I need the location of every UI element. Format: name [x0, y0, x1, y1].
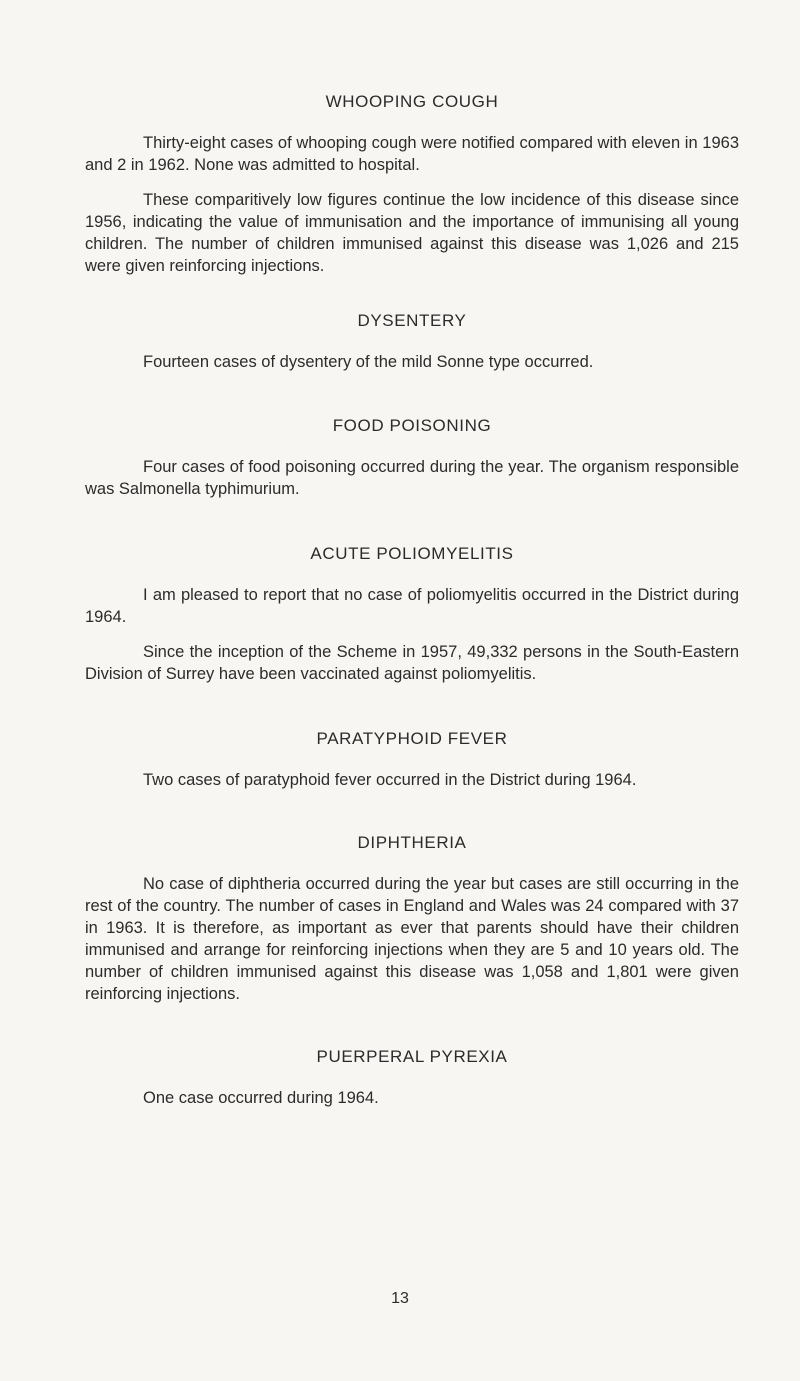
paragraph: One case occurred during 1964. — [143, 1089, 379, 1107]
section-heading: FOOD POISONING — [332, 416, 492, 435]
section-paratyphoid-fever — [85, 729, 739, 791]
paragraph: No case of diphtheria occurred during the year but cases are still occurring in the rest of the country. The number of cases in England and Wales was 24 compared with 37 in 1963. It is therefore, as important as ever that parents should have their children immunised and arrange for reinforcing injections when they are 5 and 10 years old. The number of children immunised against this disease was 1,058 and 1,801 were given reinforcing injections. — [85, 875, 739, 1003]
paragraph: Thirty-eight cases of whooping cough were notified compared with eleven in 1963 and 2 in 1962. None was admitted to hospital. — [85, 134, 739, 174]
section-heading: ACUTE POLIOMYELITIS — [310, 544, 514, 563]
section-whooping-cough — [85, 92, 739, 277]
paragraph: Fourteen cases of dysentery of the mild Sonne type occurred. — [143, 353, 594, 371]
section-heading: DIPHTHERIA — [357, 833, 467, 852]
section-heading: PARATYPHOID FEVER — [316, 729, 508, 748]
paragraph: Four cases of food poisoning occurred during the year. The organism responsible was Salmonella typhimurium. — [85, 458, 739, 498]
section-diphtheria — [85, 833, 739, 1005]
section-heading: WHOOPING COUGH — [325, 92, 499, 111]
section-acute-poliomyelitis — [85, 544, 739, 685]
paragraph: I am pleased to report that no case of poliomyelitis occurred in the District during 1964. — [85, 586, 739, 626]
document-page — [85, 92, 739, 1122]
section-heading: PUERPERAL PYREXIA — [316, 1047, 508, 1066]
section-puerperal-pyrexia — [85, 1047, 739, 1109]
section-dysentery — [85, 311, 739, 373]
paragraph: Since the inception of the Scheme in 1957, 49,332 persons in the South-Eastern Division of Surrey have been vaccinated against poliomyelitis. — [85, 643, 739, 683]
paragraph: These comparitively low figures continue the low incidence of this disease since 1956, indicating the value of immunisation and the importance of immunising all young children. The number of children immunised against this disease was 1,026 and 215 were given reinforcing injections. — [85, 191, 739, 275]
paragraph: Two cases of paratyphoid fever occurred in the District during 1964. — [143, 771, 637, 789]
section-food-poisoning — [85, 416, 739, 500]
page-number: 13 — [391, 1290, 409, 1307]
section-heading: DYSENTERY — [357, 311, 467, 330]
